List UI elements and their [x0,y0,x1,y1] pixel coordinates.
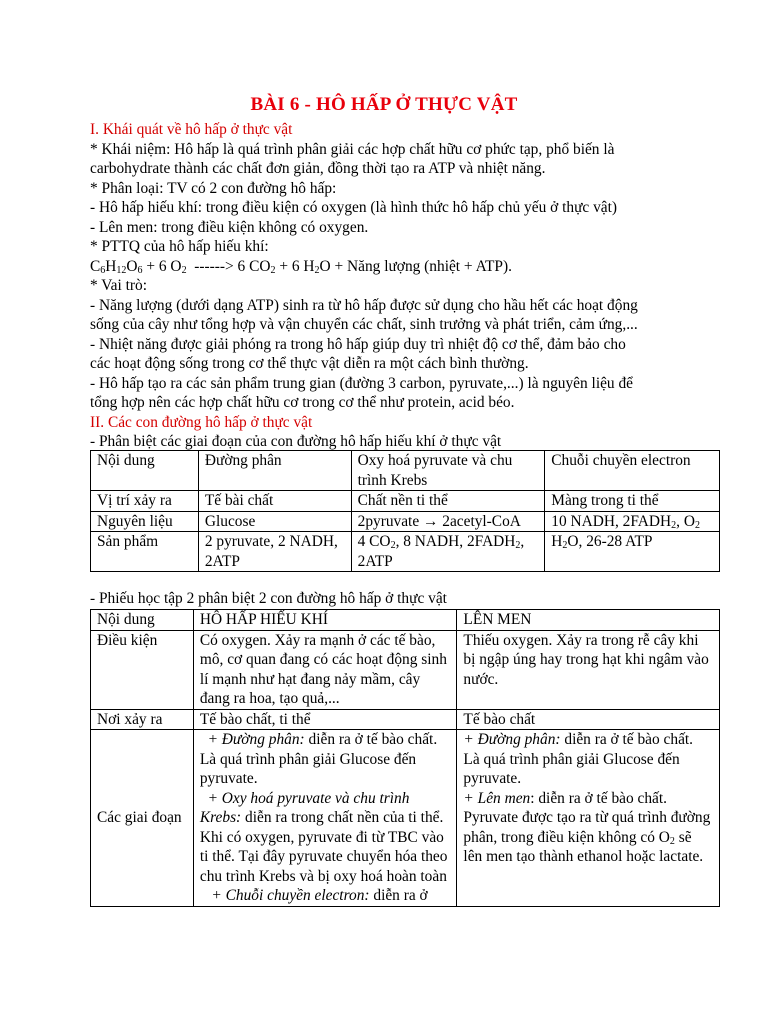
table2-caption: - Phiếu học tập 2 phân biệt 2 con đường hô hấp ở thực vật [90,590,447,607]
table-cell: Tế bài chất [198,491,351,512]
vai-tro-2b: các hoạt động sống trong cơ thể thực vật diễn ra một cách bình thường. [90,355,529,372]
table-cell: Tế bào chất, ti thể [193,709,457,730]
table-cell: Chuỗi chuyền electron [545,451,720,491]
table-cell: Chất nền ti thể [351,491,545,512]
vai-tro-2a: - Nhiệt năng được giải phóng ra trong hô hấp giúp duy trì nhiệt độ cơ thể, đảm bảo cho [90,335,626,353]
table-aerobic-stages [90,450,720,572]
table-cell: HÔ HẤP HIẾU KHÍ [193,610,457,631]
table-cell: 2 pyruvate, 2 NADH, 2ATP [198,532,351,572]
ho-hap-hieu-khi: - Hô hấp hiếu khí: trong điều kiện có oxygen (là hình thức hô hấp chủ yếu ở thực vật) [90,199,618,216]
table-cell: Sản phẩm [91,532,199,572]
section1-heading: I. Khái quát về hô hấp ở thực vật [90,121,293,138]
table-row [91,630,720,709]
table-cell: Glucose [198,511,351,532]
table-cell: Nguyên liệu [91,511,199,532]
table-row [91,610,720,631]
vai-tro-1a: - Năng lượng (dưới dạng ATP) sinh ra từ hô hấp được sử dụng cho hầu hết các hoạt động [90,296,638,314]
table-cell: LÊN MEN [457,610,720,631]
table-row [91,511,720,532]
khai-niem-line1: * Khái niệm: Hô hấp là quá trình phân giải các hợp chất hữu cơ phức tạp, phổ biến là [90,140,615,158]
vai-tro-3b: tổng hợp nên các hợp chất hữu cơ trong cơ thể như protein, acid béo. [90,394,515,411]
equation: $C_6H_{12}O_6 + 6$ $O_2$ ------> 6 $CO_2 + 6$ $H_2O$ + Năng lượng (nhiệt + ATP). [90,257,512,276]
table-row [91,451,720,491]
table-cell: Điều kiện [91,630,194,709]
table-cell: $H_2O$, 26-28 ATP [545,532,720,572]
table-cell: Màng trong ti thể [545,491,720,512]
table-cell: Nơi xảy ra [91,709,194,730]
table-two-pathways [90,609,720,907]
table-cell: + Đường phân: diễn ra ở tế bào chất. Là quá trình phân giải Glucose đến pyruvate. + Oxy hoá pyruvate và chu trình Krebs: diễn ra trong chất nền của ti thể. Khi có oxygen, pyruvate đi từ TBC vào ti thể. Tại đây pyruvate chuyển hóa theo chu trình Krebs và bị oxy hoá hoàn toàn + Chuỗi chuyền electron: diễn ra ở [193,730,457,907]
body-text [90,120,690,452]
table-cell: Thiếu oxygen. Xảy ra trong rễ cây khi bị ngập úng hay trong hạt khi ngâm vào nước. [457,630,720,709]
table-cell: Vị trí xảy ra [91,491,199,512]
table-row [91,491,720,512]
table-cell: Oxy hoá pyruvate và chu trình Krebs [351,451,545,491]
table-row [91,730,720,907]
vai-tro-1b: sống của cây như tổng hợp và vận chuyển các chất, sinh trưởng và phát triển, cảm ứng,... [90,316,638,333]
table-cell: Các giai đoạn [91,730,194,907]
table-cell: 4 $CO_2$, 8 NADH, $2FADH_2$, 2ATP [351,532,545,572]
khai-niem-line2: carbohydrate thành các chất đơn giản, đồng thời tạo ra ATP và nhiệt năng. [90,160,546,177]
table-row [91,532,720,572]
table1-caption: - Phân biệt các giai đoạn của con đường hô hấp hiếu khí ở thực vật [90,433,502,450]
table-cell: 2pyruvate → 2acetyl-CoA [351,511,545,532]
table-cell: Nội dung [91,451,199,491]
vai-tro-3a: - Hô hấp tạo ra các sản phẩm trung gian (đường 3 carbon, pyruvate,...) là nguyên liệu để [90,374,634,392]
page-title: BÀI 6 - HÔ HẤP Ở THỰC VẬT [250,94,518,115]
phan-loai: * Phân loại: TV có 2 con đường hô hấp: [90,179,337,197]
table-cell: + Đường phân: diễn ra ở tế bào chất. Là quá trình phân giải Glucose đến pyruvate. + Lên men: diễn ra ở tế bào chất. Pyruvate được tạo ra từ quá trình đường phân, trong điều kiện không có $O_2$ sẽ lên men tạo thành ethanol hoặc lactate. [457,730,720,907]
table-cell: Nội dung [91,610,194,631]
pttq: * PTTQ của hô hấp hiếu khí: [90,238,269,255]
vai-tro: * Vai trò: [90,277,147,294]
section2-heading: II. Các con đường hô hấp ở thực vật [90,413,313,431]
table-cell: 10 NADH, $2FADH_2$, $O_2$ [545,511,720,532]
len-men: - Lên men: trong điều kiện không có oxygen. [90,218,369,236]
table-cell: Có oxygen. Xảy ra mạnh ở các tế bào, mô, cơ quan đang có các hoạt động sinh lí mạnh như hạt đang nảy mầm, cây đang ra hoa, tạo quả,... [193,630,457,709]
table-row [91,709,720,730]
table-cell: Tế bào chất [457,709,720,730]
table-cell: Đường phân [198,451,351,491]
